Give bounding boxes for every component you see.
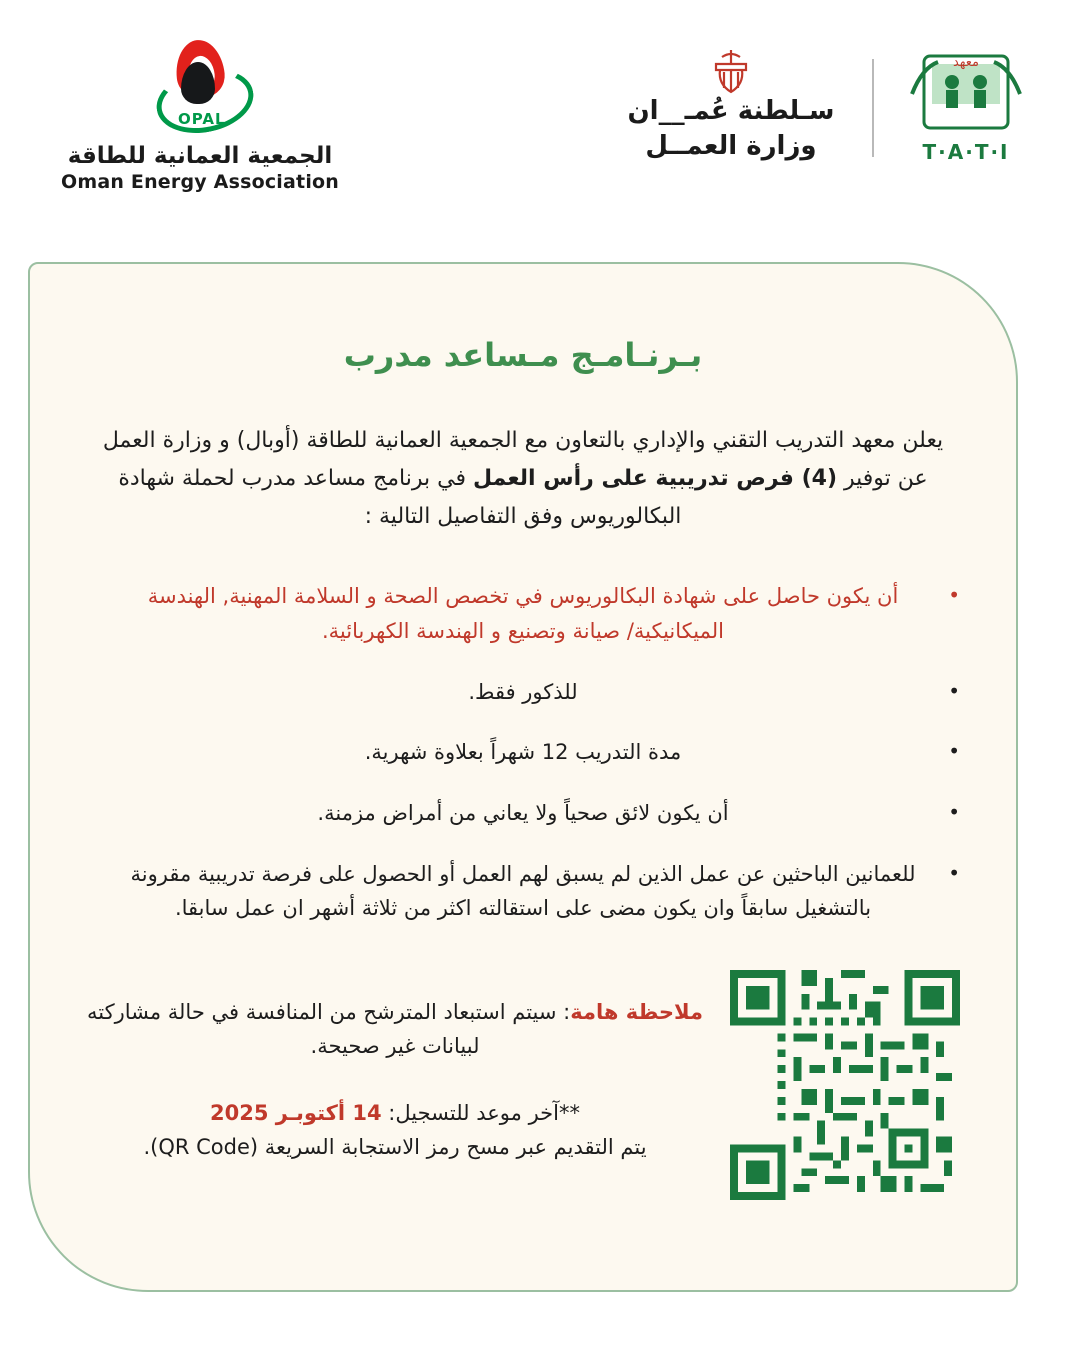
list-item: • للعمانين الباحثين عن عمل الذين لم يسبق لهم العمل أو الحصول على فرصة تدريبية مقرونة بالتشغيل سابقاً وان يكون مضى على استقالته اكثر من ثلاثة أشهر ان عمل سابقا. — [86, 857, 960, 926]
tati-emblem-icon — [900, 52, 1032, 138]
tati-logo — [900, 52, 1032, 164]
qr-code-block[interactable] — [730, 970, 960, 1200]
note-and-qr-row — [86, 970, 960, 1200]
ministry-name-line1: سـلطنة عُمـ__ان — [627, 96, 835, 126]
opal-name-arabic: الجمعية العمانية للطاقة — [67, 143, 333, 169]
ministry-name-line2: وزارة العمــل — [645, 131, 817, 162]
notes-block — [86, 970, 704, 1164]
intro-part2: في برنامج مساعد مدرب لحملة شهادة البكالوريوس وفق التفاصيل التالية : — [118, 465, 682, 529]
important-note — [86, 996, 704, 1063]
svg-text:معهد: معهد — [952, 55, 980, 70]
page-header — [0, 0, 1080, 230]
important-note-label: ملاحظة هامة — [570, 999, 703, 1024]
khanjar-emblem-icon — [704, 48, 758, 94]
list-item: • مدة التدريب 12 شهراً بعلاوة شهرية. — [86, 735, 960, 770]
tati-wordmark: T·A·T·I — [922, 140, 1010, 164]
opal-logo-wordmark: OPAL — [178, 110, 226, 128]
deadline-note — [86, 1097, 704, 1164]
apply-instruction: يتم التقديم عبر مسح رمز الاستجابة السريعة (QR Code). — [143, 1134, 647, 1159]
opal-name-english: Oman Energy Association — [60, 170, 340, 193]
deadline-date: 14 أكتوبـر 2025 — [210, 1101, 382, 1126]
intro-highlight: (4) فرص تدريبية على رأس العمل — [472, 465, 838, 491]
page-title: بـرنـامـج مـساعد مدرب — [343, 336, 703, 374]
opal-logo-icon — [150, 40, 250, 132]
list-item: • للذكور فقط. — [86, 675, 960, 710]
intro-paragraph — [92, 422, 954, 535]
opal-logo-block — [40, 40, 360, 193]
requirements-list — [86, 579, 960, 925]
ministry-of-labour-logo — [616, 48, 846, 168]
list-item: • أن يكون حاصل على شهادة البكالوريوس في تخصص الصحة و السلامة المهنية, الهندسة الميكانيكية/ صيانة وتصنيع و الهندسة الكهربائية. — [86, 579, 960, 648]
important-note-text: : سيتم استبعاد المترشح من المنافسة في حالة مشاركته لبيانات غير صحيحة. — [86, 999, 571, 1058]
deadline-prefix: **آخر موعد للتسجيل: — [381, 1101, 580, 1126]
qr-code-icon[interactable] — [730, 970, 960, 1200]
intro-part1: يعلن معهد التدريب التقني والإداري بالتعاون مع الجمعية العمانية للطاقة (أوبال) و وزارة العمل عن توفير — [102, 428, 944, 491]
list-item: • أن يكون لائق صحياً ولا يعاني من أمراض مزمنة. — [86, 796, 960, 831]
announcement-card — [28, 262, 1018, 1292]
logo-divider — [872, 59, 874, 157]
partner-logos — [616, 48, 1032, 168]
